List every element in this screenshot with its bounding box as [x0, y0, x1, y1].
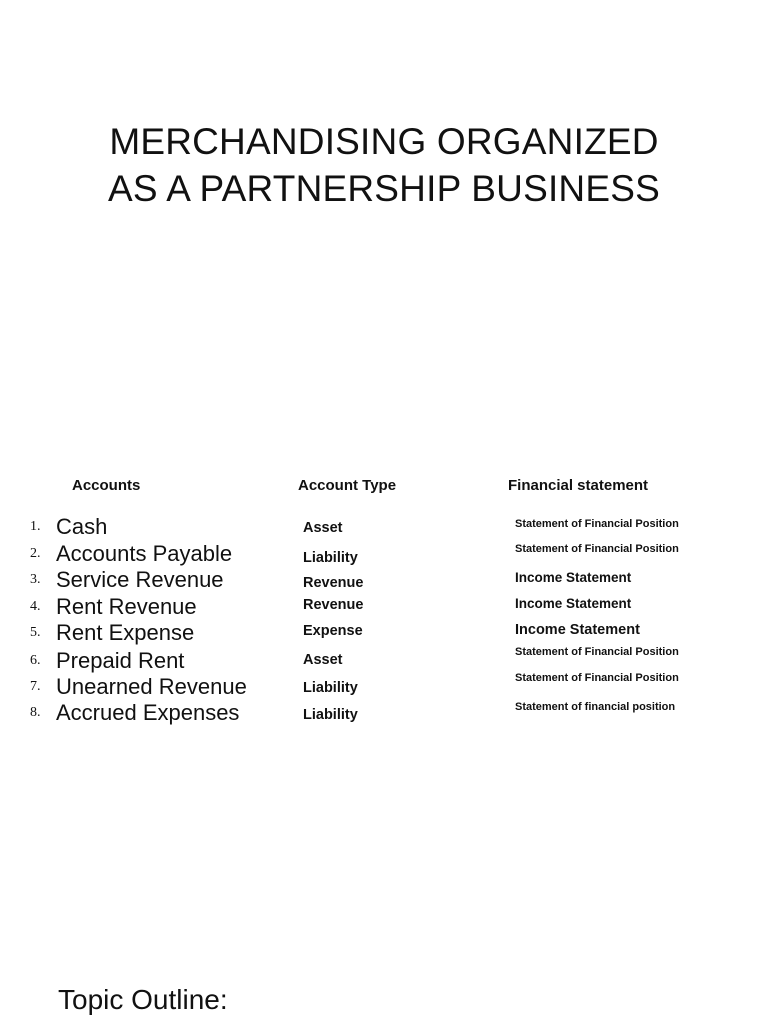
financial-statement-column-header: Financial statement — [508, 477, 649, 494]
account-type: Liability — [303, 550, 358, 566]
financial-statement: Income Statement — [515, 596, 632, 611]
list-number: 4. — [30, 599, 41, 614]
financial-statement: Statement of Financial Position — [515, 518, 679, 530]
financial-statement: Statement of Financial Position — [515, 543, 679, 555]
account-name: Unearned Revenue — [56, 674, 247, 699]
financial-statement: Statement of Financial Position — [515, 672, 679, 684]
list-item-account — [30, 541, 232, 567]
list-number: 3. — [30, 572, 41, 587]
page-title — [0, 118, 768, 212]
list-number: 7. — [30, 679, 41, 694]
list-number: 5. — [30, 625, 41, 640]
list-item-account — [30, 514, 107, 540]
financial-statement: Statement of financial position — [515, 701, 676, 713]
financial-statement: Income Statement — [515, 570, 632, 585]
list-item-account — [30, 567, 224, 593]
account-type-column-header: Account Type — [298, 477, 397, 494]
title-line-1: MERCHANDISING ORGANIZED — [109, 121, 659, 162]
account-type: Expense — [303, 623, 363, 639]
account-name: Rent Expense — [56, 620, 195, 645]
list-item-account — [30, 620, 194, 646]
account-name: Cash — [56, 514, 108, 539]
list-number: 1. — [30, 519, 41, 534]
account-type: Liability — [303, 707, 358, 723]
list-item-account — [30, 700, 239, 726]
account-name: Rent Revenue — [56, 594, 197, 619]
account-type: Revenue — [303, 597, 364, 613]
topic-outline-heading: Topic Outline: — [58, 984, 228, 1015]
financial-statement: Statement of Financial Position — [515, 646, 679, 658]
account-name: Accrued Expenses — [56, 700, 240, 725]
accounts-column-header: Accounts — [72, 477, 141, 494]
account-name: Service Revenue — [56, 567, 224, 592]
account-type: Revenue — [303, 575, 364, 591]
account-type: Asset — [303, 520, 343, 536]
account-name: Accounts Payable — [56, 541, 233, 566]
title-line-2: AS A PARTNERSHIP BUSINESS — [108, 168, 660, 209]
account-name: Prepaid Rent — [56, 648, 185, 673]
list-item-account — [30, 594, 197, 620]
list-number: 8. — [30, 705, 41, 720]
account-type: Asset — [303, 652, 343, 668]
list-number: 2. — [30, 546, 41, 561]
list-item-account — [30, 648, 184, 674]
list-item-account — [30, 674, 247, 700]
account-type: Liability — [303, 680, 358, 696]
financial-statement: Income Statement — [515, 622, 640, 638]
list-number: 6. — [30, 653, 41, 668]
